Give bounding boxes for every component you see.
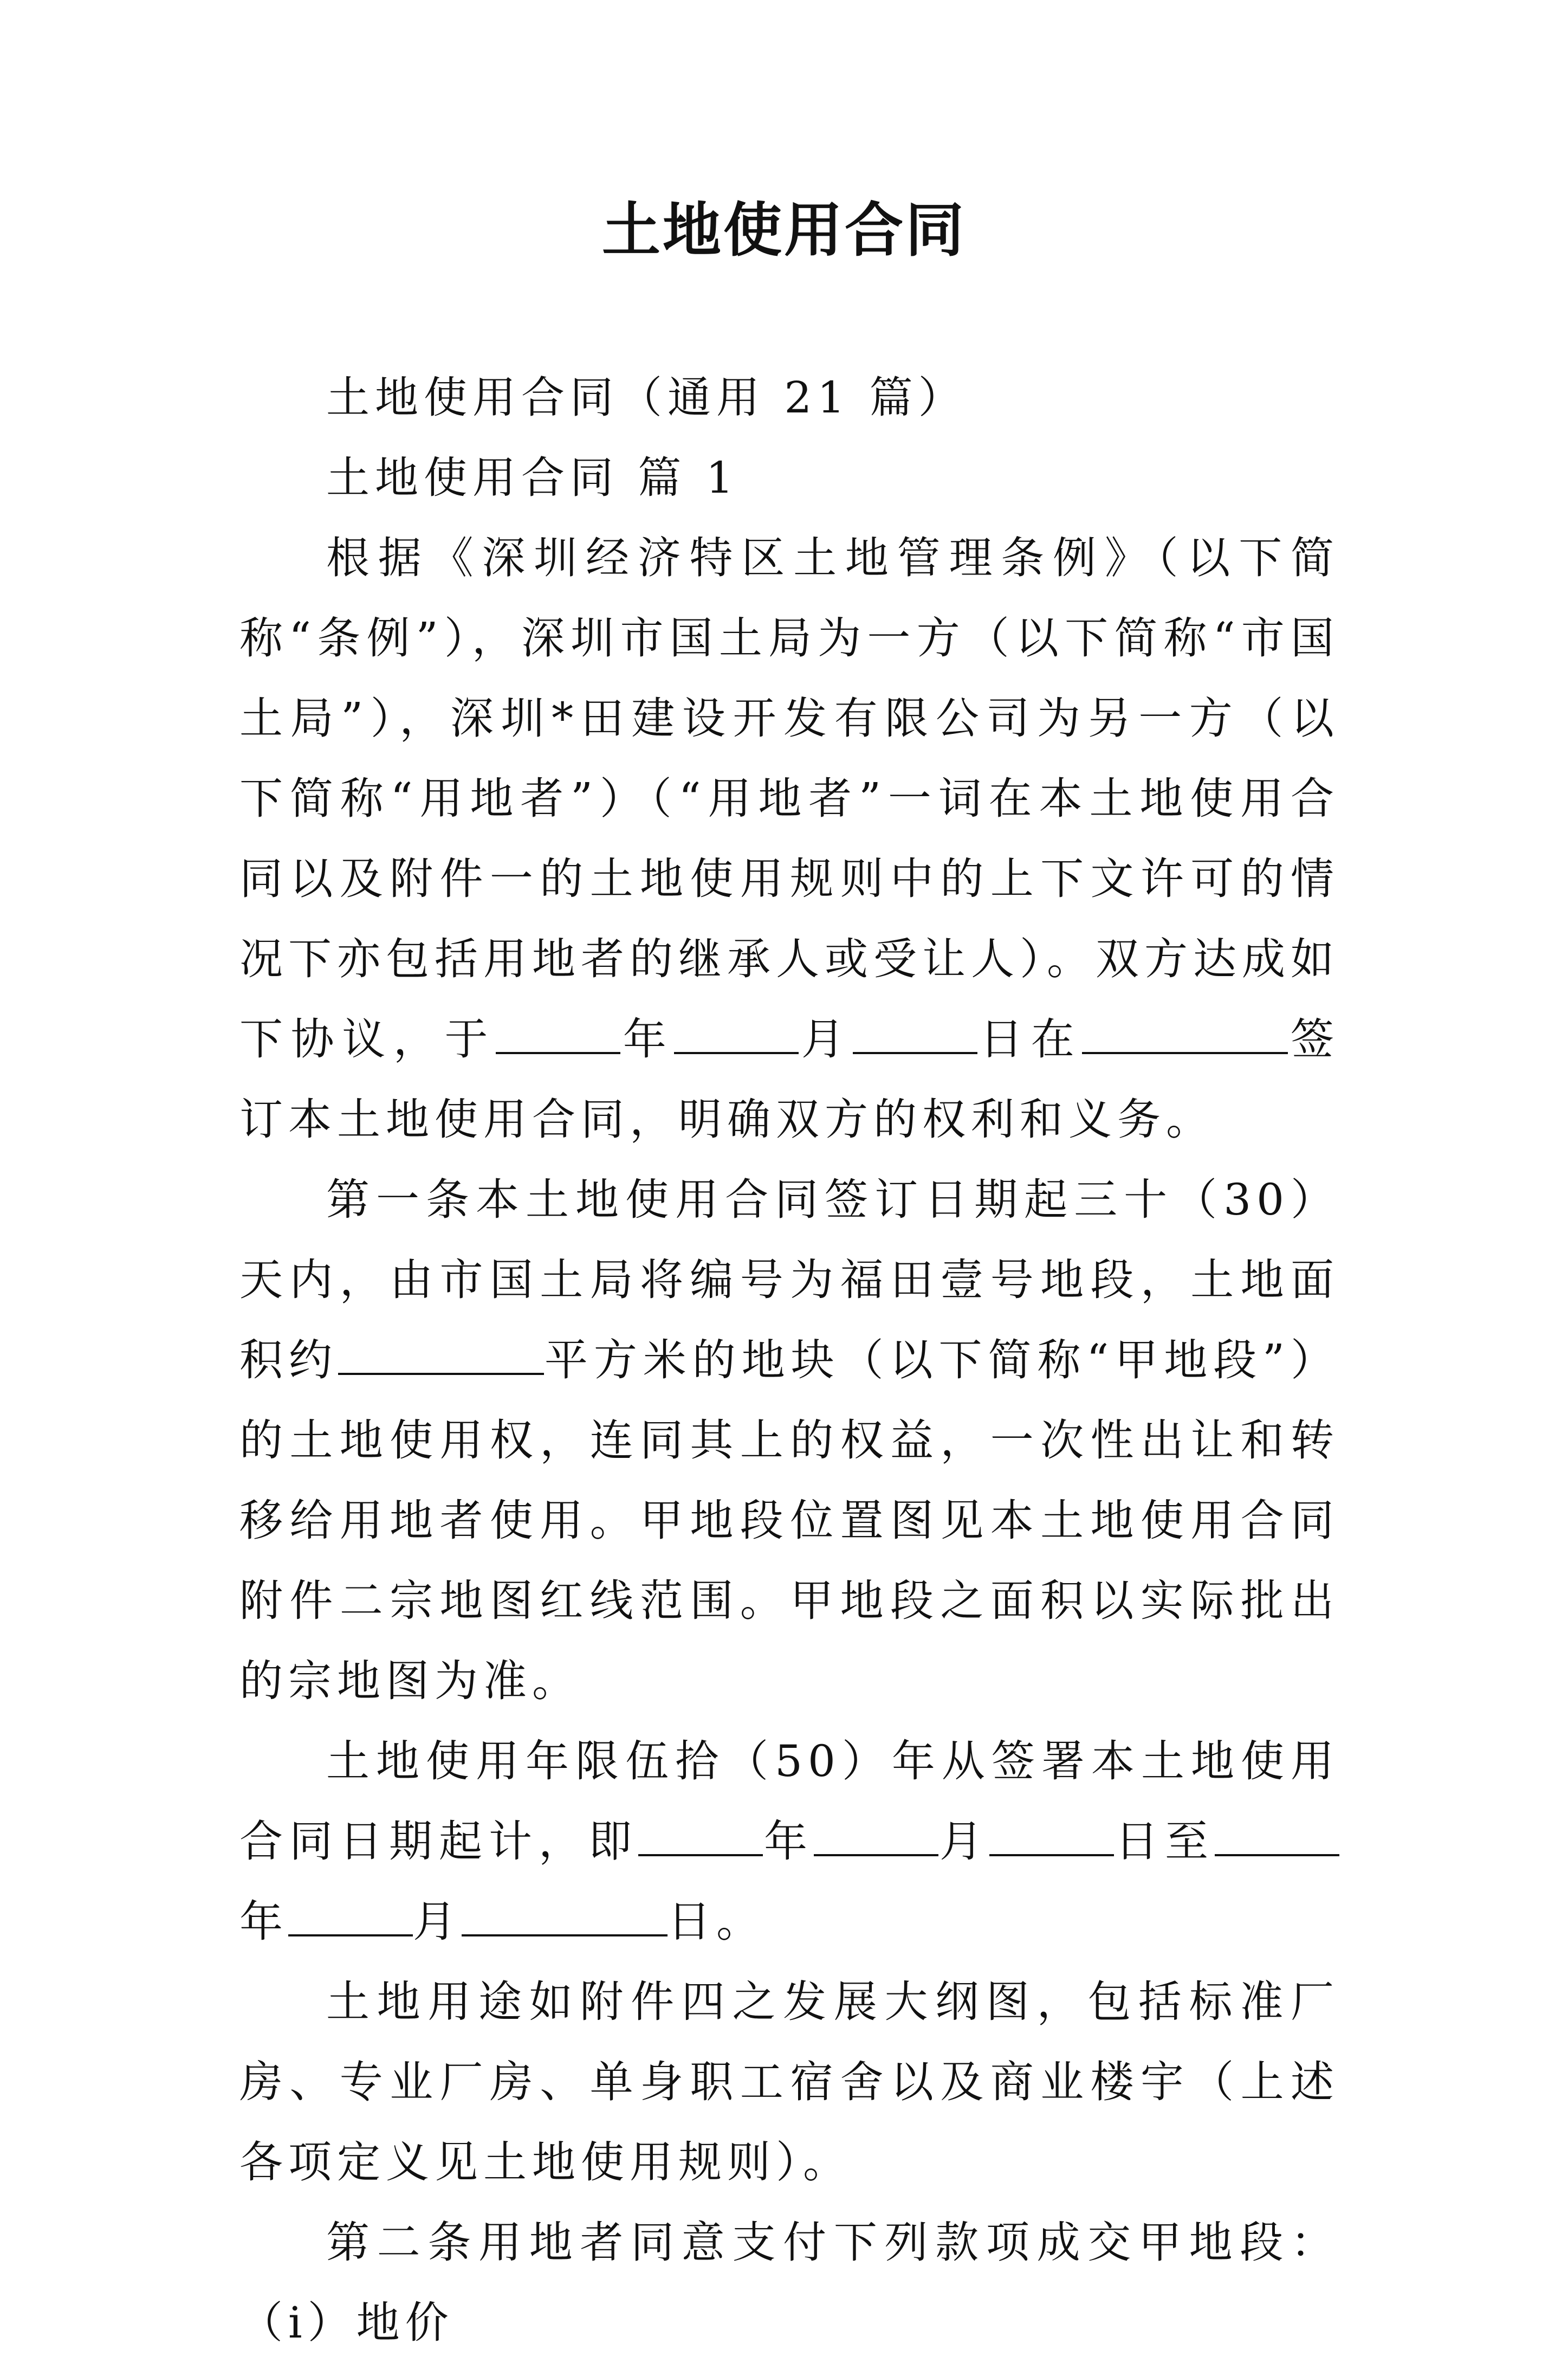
end-year-label: 年 [239,1896,288,1947]
place-blank [1082,1014,1288,1054]
start-month-label: 月 [938,1816,989,1867]
end-month-label: 月 [413,1896,462,1947]
month-blank [674,1014,799,1054]
document-title: 土地使用合同 [601,196,966,264]
end-month-blank [288,1896,413,1936]
subtitle: 土地使用合同（通用 21 篇） [326,372,967,423]
article-1-text: 第一条本土地使用合同签订日期起三十（30）天内，由市国土局将编号为福田壹号地段，土地面积约 [239,1174,1339,1385]
day-blank [853,1014,977,1054]
end-day-blank [462,1896,668,1936]
year-label: 年 [620,1014,675,1064]
day-at-label: 日在 [977,1014,1083,1064]
month-label: 月 [799,1014,853,1064]
start-day-blank [989,1816,1114,1856]
start-month-blank [814,1816,938,1856]
paragraph-article-2: 第二条用地者同意支付下列款项成交甲地段：（i）地价 [239,2217,1339,2348]
section-heading: 土地使用合同 篇 1 [326,453,739,503]
preamble-end-text: 签订本土地使用合同，明确双方的权利和义务。 [239,1014,1340,1145]
paragraph-article-1 [239,1160,1339,1721]
year-blank [496,1014,620,1054]
start-day-label: 日至 [1114,1816,1215,1867]
paragraph-land-use: 土地用途如附件四之发展大纲图，包括标准厂房、专业厂房、单身职工宿舍以及商业楼宇（上述各项定义见土地使用规则）。 [239,1977,1339,2187]
preamble-text: 根据《深圳经济特区土地管理条例》（以下简称“条例”），深圳市国土局为一方（以下简称“市国土局”），深圳*田建设开发有限公司为另一方（以下简称“用地者”）（“用地者”一词在本土地使用合同以及附件一的土地使用规则中的上下文许可的情况下亦包括用地者的继承人或受让人）。双方达成如下协议，于 [239,533,1339,1064]
paragraph-preamble [239,518,1339,1160]
paragraph-term [239,1721,1339,1962]
end-day-label: 日。 [668,1896,765,1947]
area-blank [338,1335,544,1375]
end-year-blank [1215,1816,1339,1856]
term-text: 土地使用年限伍拾（50）年从签署本土地使用合同日期起计，即 [239,1736,1339,1867]
start-year-blank [638,1816,763,1856]
start-year-label: 年 [763,1816,814,1867]
article-1-rest-text: 平方米的地块（以下简称“甲地段”）的土地使用权，连同其上的权益，一次性出让和转移给用地者使用。甲地段位置图见本土地使用合同附件二宗地图红线范围。甲地段之面积以实际批出的宗地图为准。 [239,1335,1340,1706]
document-body [239,358,1339,2363]
